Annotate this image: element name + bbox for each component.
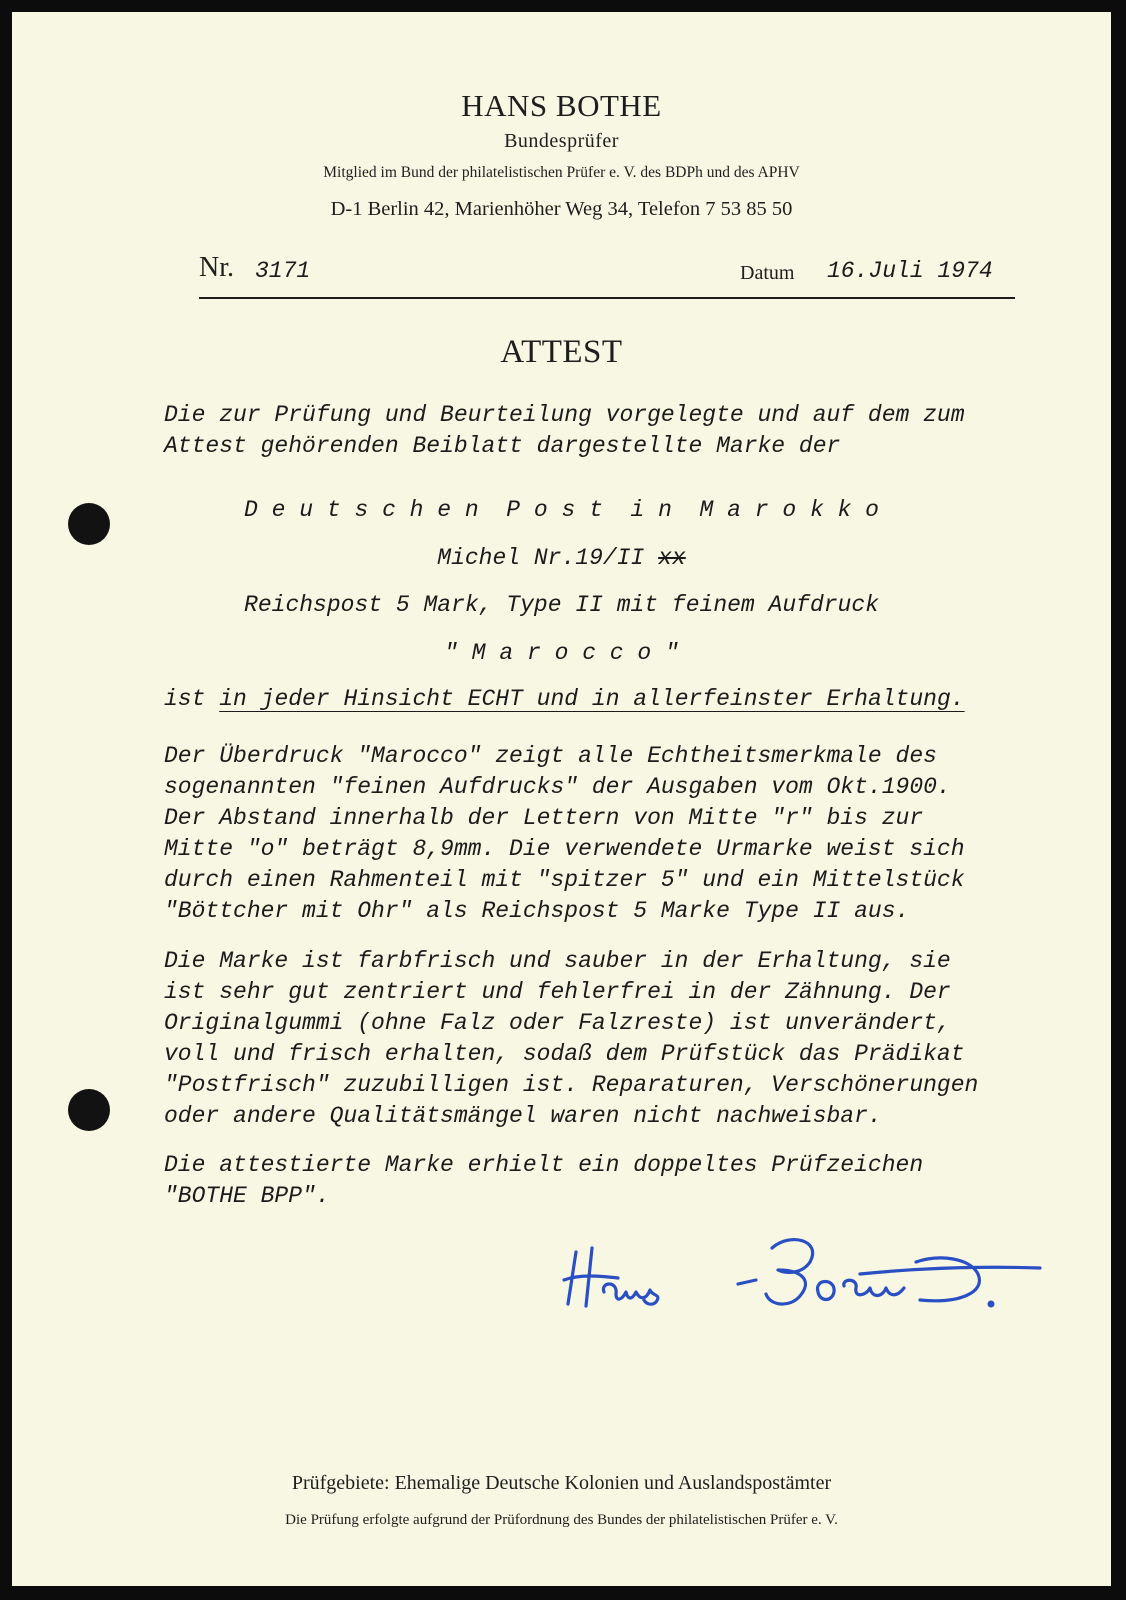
text-line: "Böttcher mit Ohr" als Reichspost 5 Marke Type II aus. [164,898,910,924]
verdict-prefix: ist [164,686,206,712]
text-line: oder andere Qualitätsmängel waren nicht nachweisbar. [164,1103,882,1129]
header-divider [199,297,1015,299]
text-line: ist sehr gut zentriert und fehlerfrei in der Zähnung. Der [164,979,951,1005]
punch-hole [68,1089,110,1131]
mint-mark: xx [658,545,686,571]
certificate-date: 16.Juli 1974 [827,258,993,284]
paragraph-condition [164,946,978,1132]
handwritten-signature [560,1234,1060,1329]
punch-hole [68,503,110,545]
intro-line: Die zur Prüfung und Beurteilung vorgelegte und auf dem zum [164,402,965,428]
text-line: Originalgummi (ohne Falz oder Falzreste) ist unverändert, [164,1010,951,1036]
membership-line: Mitglied im Bund der philatelistischen Prüfer e. V. des BDPh und des APHV [323,164,800,181]
stamp-catalogue-number [12,545,1111,571]
text-line: Die attestierte Marke erhielt ein doppeltes Prüfzeichen [164,1152,924,1178]
date-label: Datum [740,262,795,284]
text-line: sogenannten "feinen Aufdrucks" der Ausgaben vom Okt.1900. [164,774,951,800]
text-line: "Postfrisch" zuzubilligen ist. Reparaturen, Verschönerungen [164,1072,979,1098]
text-line: Der Abstand innerhalb der Lettern von Mitte "r" bis zur [164,805,924,831]
paragraph-marking [164,1150,923,1212]
certificate-number-label: Nr. [199,252,234,283]
stamp-description: Reichspost 5 Mark, Type II mit feinem Aufdruck [244,592,879,618]
michel-number: Michel Nr.19/II [437,545,645,571]
text-line: "BOTHE BPP". [164,1183,330,1209]
stamp-issuer: D e u t s c h e n P o s t i n M a r o k k o [244,497,879,523]
stamp-overprint: " M a r o c c o " [444,640,679,666]
address-line: D-1 Berlin 42, Marienhöher Weg 34, Telefon 7 53 85 50 [330,198,793,220]
text-line: voll und frisch erhalten, sodaß dem Prüfstück das Prädikat [164,1041,965,1067]
text-line: durch einen Rahmenteil mit "spitzer 5" und ein Mittelstück [164,867,965,893]
intro-line: Attest gehörenden Beiblatt dargestellte Marke der [164,433,841,459]
verdict-statement: in jeder Hinsicht ECHT und in allerfeinster Erhaltung. [219,686,965,712]
document-heading: ATTEST [500,334,623,370]
attest-document [12,12,1111,1586]
text-line: Mitte "o" beträgt 8,9mm. Die verwendete Urmarke weist sich [164,836,965,862]
examiner-name: HANS BOTHE [461,88,662,123]
text-line: Die Marke ist farbfrisch und sauber in der Erhaltung, sie [164,948,951,974]
paragraph-overprint-features [164,741,965,927]
certificate-number: 3171 [255,258,311,284]
examiner-title: Bundesprüfer [504,130,619,152]
intro-text [164,400,965,462]
text-line: Der Überdruck "Marocco" zeigt alle Echtheitsmerkmale des [164,743,937,769]
verdict-line [164,686,965,712]
examination-rules-note: Die Prüfung erfolgte aufgrund der Prüfordnung des Bundes der philatelistischen Prüfer e. V. [285,1512,838,1528]
examination-areas: Prüfgebiete: Ehemalige Deutsche Kolonien und Auslandspostämter [291,1472,832,1494]
